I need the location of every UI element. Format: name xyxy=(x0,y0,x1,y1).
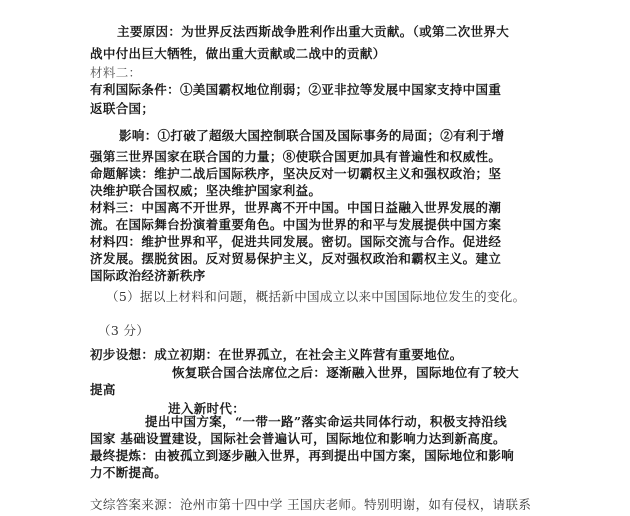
score-line: （3 分） xyxy=(98,323,150,338)
text-line-17: 初步设想：成立初期：在世界孤立，在社会主义阵营有重要地位。 xyxy=(90,347,463,362)
text-line-21: 提出中国方案，“一带一路”落实命运共同体行动，积极支持沿线 xyxy=(145,414,508,429)
text-line-9: 决维护联合国权威；坚决维护国家利益。 xyxy=(90,183,322,198)
text-line-20: 进入新时代： xyxy=(168,401,246,416)
text-line-4: 有利国际条件：①美国霸权地位削弱；②亚非拉等发展中国家支持中国重 xyxy=(90,82,502,97)
text-line-14: 国际政治经济新秩序 xyxy=(90,268,206,283)
text-line-2: 战中付出巨大牺牲，做出重大贡献或二战中的贡献） xyxy=(90,46,386,61)
text-line-8: 命题解读：维护二战后国际秩序，坚决反对一切霸权主义和强权政治；坚 xyxy=(90,166,502,181)
text-line-23: 最终提炼：由被孤立到逐步融入世界，再到提出中国方案，国际地位和影响 xyxy=(90,448,515,463)
question-line: （5）据以上材料和问题，概括新中国成立以来中国国际地位发生的变化。 xyxy=(106,289,526,304)
text-line-11: 流。在国际舞台扮演着重要角色。中国为世界的和平与发展提供中国方案 xyxy=(90,217,502,232)
source-line: 文综答案来源：沧州市第十四中学 王国庆老师。特别明谢，如有侵权，请联系 xyxy=(90,497,532,512)
text-line-19: 提高 xyxy=(90,382,116,397)
text-line-3: 材料二： xyxy=(90,65,142,80)
text-line-12: 材料四：维护世界和平，促进共同发展。密切。国际交流与合作。促进经 xyxy=(90,234,502,249)
text-line-7: 强第三世界国家在联合国的力量；⑧使联合国更加具有普遍性和权威性。 xyxy=(90,149,502,164)
text-line-5: 返联合国； xyxy=(90,101,155,116)
text-line-22: 国家 基础设置建设，国际社会普遍认可，国际地位和影响力达到新高度。 xyxy=(90,431,506,446)
text-line-24: 力不断提高。 xyxy=(90,465,168,480)
text-line-6: 影响：①打破了超级大国控制联合国及国际事务的局面；②有利于增 xyxy=(119,128,505,143)
text-line-18: 恢复联合国合法席位之后：逐渐融入世界，国际地位有了较大 xyxy=(172,365,519,380)
text-line-1: 主要原因：为世界反法西斯战争胜利作出重大贡献。（或第二次世界大 xyxy=(117,24,510,39)
text-line-13: 济发展。摆脱贫困。反对贸易保护主义，反对强权政治和霸权主义。建立 xyxy=(90,251,502,266)
text-line-10: 材料三：中国离不开世界，世界离不开中国。中国日益融入世界发展的潮 xyxy=(90,200,502,215)
